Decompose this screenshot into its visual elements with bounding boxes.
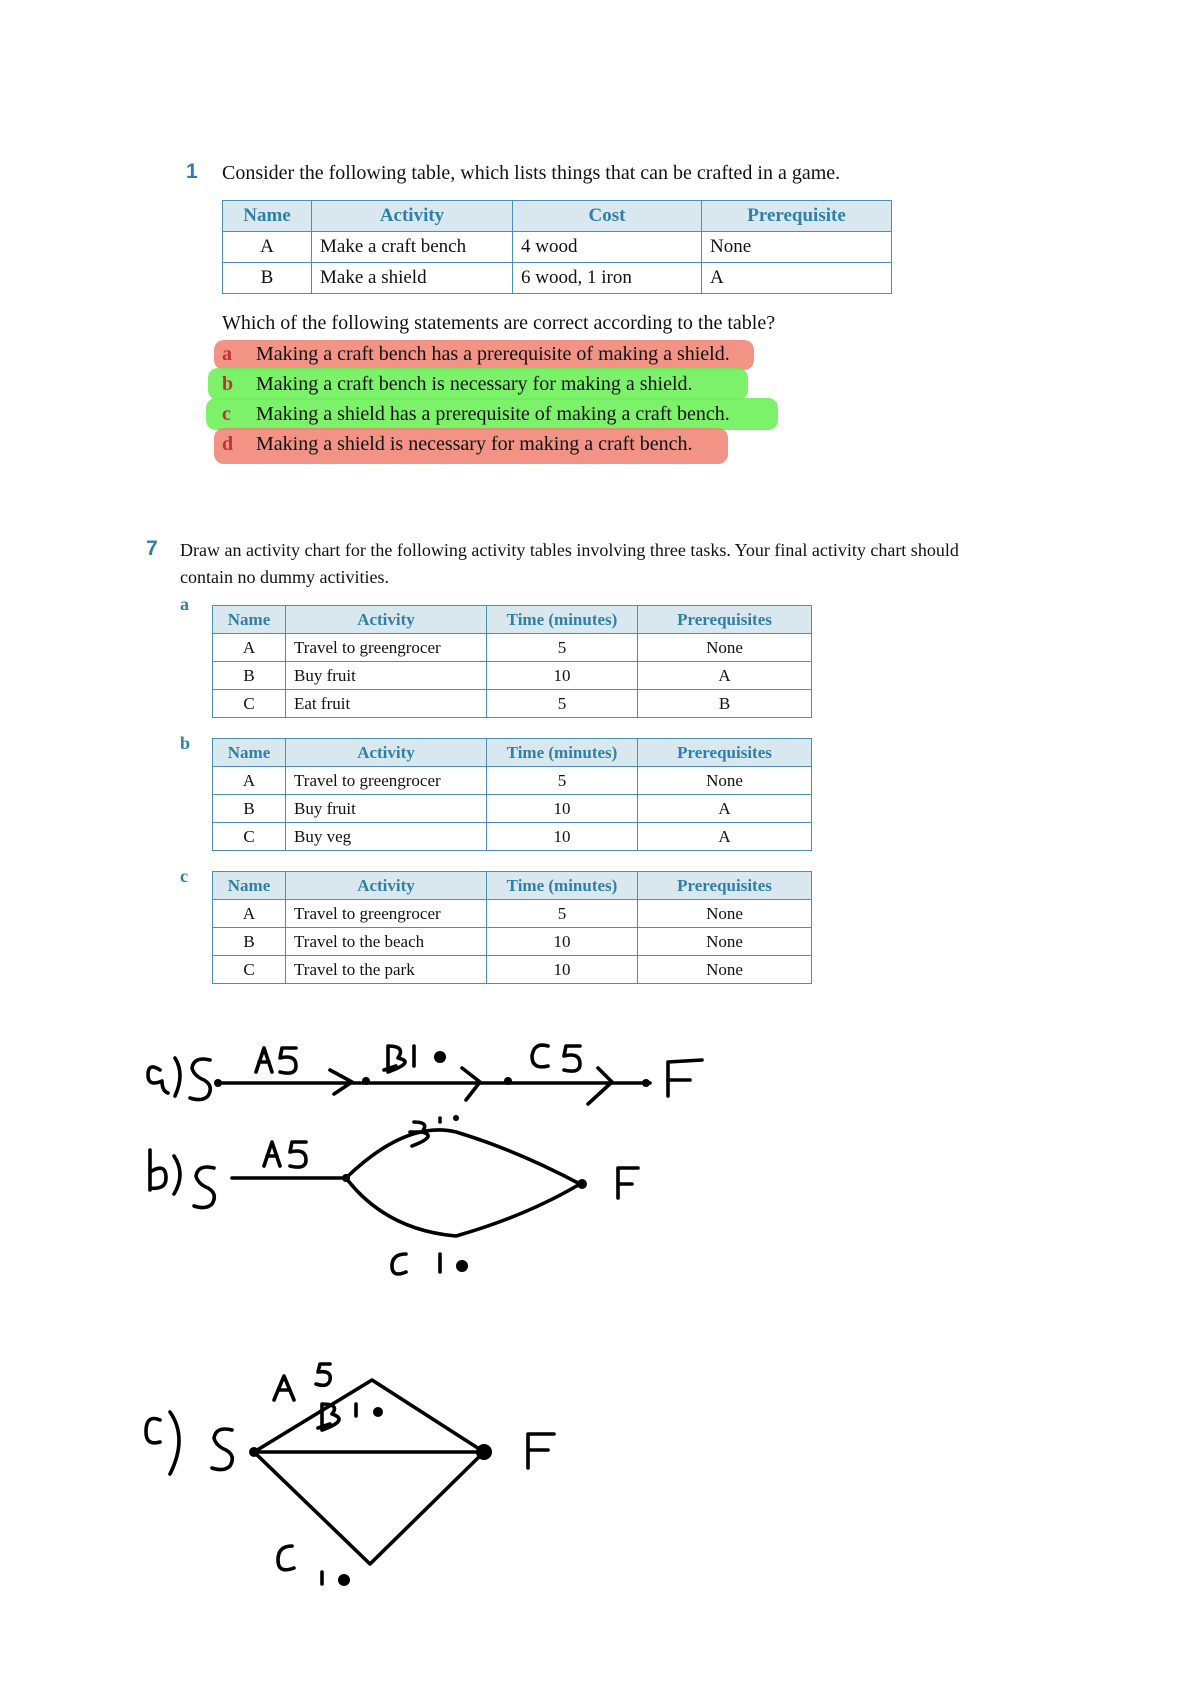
table-cell: A bbox=[638, 823, 812, 851]
option-text: Making a craft bench is necessary for making a shield. bbox=[256, 373, 693, 395]
table-cell: Make a shield bbox=[312, 263, 513, 294]
table-cell: C bbox=[213, 956, 286, 984]
col-header: Cost bbox=[513, 201, 702, 232]
col-header: Prerequisites bbox=[638, 872, 812, 900]
table-cell: None bbox=[638, 900, 812, 928]
col-header: Activity bbox=[286, 872, 487, 900]
table-cell: None bbox=[638, 634, 812, 662]
table-cell: A bbox=[638, 662, 812, 690]
option-letter: c bbox=[222, 403, 231, 425]
table-cell: None bbox=[638, 767, 812, 795]
table-cell: B bbox=[213, 928, 286, 956]
col-header: Activity bbox=[286, 606, 487, 634]
question-text: Draw an activity chart for the following activity tables involving three tasks. Your final activity chart should bbox=[180, 540, 959, 560]
part-label: c bbox=[180, 866, 188, 886]
table-cell: Make a craft bench bbox=[312, 232, 513, 263]
col-header: Name bbox=[213, 872, 286, 900]
question-text: Consider the following table, which lists things that can be crafted in a game. bbox=[222, 162, 841, 184]
table-cell: A bbox=[223, 232, 312, 263]
activity-chart-b bbox=[150, 1115, 638, 1274]
option-text: Making a craft bench has a prerequisite of making a shield. bbox=[256, 343, 730, 365]
option-text: Making a shield has a prerequisite of making a craft bench. bbox=[256, 403, 730, 425]
table-cell: 10 bbox=[487, 662, 638, 690]
table-cell: 4 wood bbox=[513, 232, 702, 263]
col-header: Prerequisites bbox=[638, 606, 812, 634]
col-header: Time (minutes) bbox=[487, 739, 638, 767]
table-cell: A bbox=[213, 634, 286, 662]
col-header: Name bbox=[223, 201, 312, 232]
table-cell: Buy fruit bbox=[286, 795, 487, 823]
table-cell: 5 bbox=[487, 767, 638, 795]
col-header: Name bbox=[213, 739, 286, 767]
table-cell: Travel to greengrocer bbox=[286, 634, 487, 662]
option-letter: a bbox=[222, 343, 232, 365]
table-cell: A bbox=[702, 263, 892, 294]
table-cell: C bbox=[213, 690, 286, 718]
table-cell: B bbox=[213, 795, 286, 823]
option-letter: b bbox=[222, 373, 234, 395]
table-cell: 5 bbox=[487, 900, 638, 928]
part-label: b bbox=[180, 733, 191, 753]
table-cell: 6 wood, 1 iron bbox=[513, 263, 702, 294]
table-cell: 10 bbox=[487, 823, 638, 851]
col-header: Time (minutes) bbox=[487, 606, 638, 634]
table-cell: A bbox=[213, 900, 286, 928]
option-letter: d bbox=[222, 433, 234, 455]
table-cell: C bbox=[213, 823, 286, 851]
col-header: Prerequisite bbox=[702, 201, 892, 232]
table-cell: None bbox=[702, 232, 892, 263]
table-cell: None bbox=[638, 956, 812, 984]
table-cell: Buy veg bbox=[286, 823, 487, 851]
question-number: 1 bbox=[186, 160, 198, 183]
table-cell: Buy fruit bbox=[286, 662, 487, 690]
question-number: 7 bbox=[146, 537, 158, 560]
table-cell: B bbox=[223, 263, 312, 294]
table-cell: 10 bbox=[487, 956, 638, 984]
table-cell: Travel to the beach bbox=[286, 928, 487, 956]
table-cell: B bbox=[638, 690, 812, 718]
table-cell: Travel to the park bbox=[286, 956, 487, 984]
activity-chart-c bbox=[146, 1364, 554, 1586]
col-header: Time (minutes) bbox=[487, 872, 638, 900]
table-cell: A bbox=[638, 795, 812, 823]
table-cell: Eat fruit bbox=[286, 690, 487, 718]
col-header: Name bbox=[213, 606, 286, 634]
col-header: Prerequisites bbox=[638, 739, 812, 767]
table-cell: 10 bbox=[487, 795, 638, 823]
col-header: Activity bbox=[312, 201, 513, 232]
table-cell: 5 bbox=[487, 634, 638, 662]
option-text: Making a shield is necessary for making a craft bench. bbox=[256, 433, 693, 455]
table-cell: 10 bbox=[487, 928, 638, 956]
part-label: a bbox=[180, 594, 189, 614]
question-prompt: Which of the following statements are correct according to the table? bbox=[222, 312, 776, 334]
col-header: Activity bbox=[286, 739, 487, 767]
table-cell: B bbox=[213, 662, 286, 690]
table-cell: A bbox=[213, 767, 286, 795]
table-cell: Travel to greengrocer bbox=[286, 767, 487, 795]
question-text: contain no dummy activities. bbox=[180, 567, 389, 587]
table-cell: None bbox=[638, 928, 812, 956]
table-cell: Travel to greengrocer bbox=[286, 900, 487, 928]
table-cell: 5 bbox=[487, 690, 638, 718]
activity-chart-a bbox=[148, 1045, 702, 1104]
